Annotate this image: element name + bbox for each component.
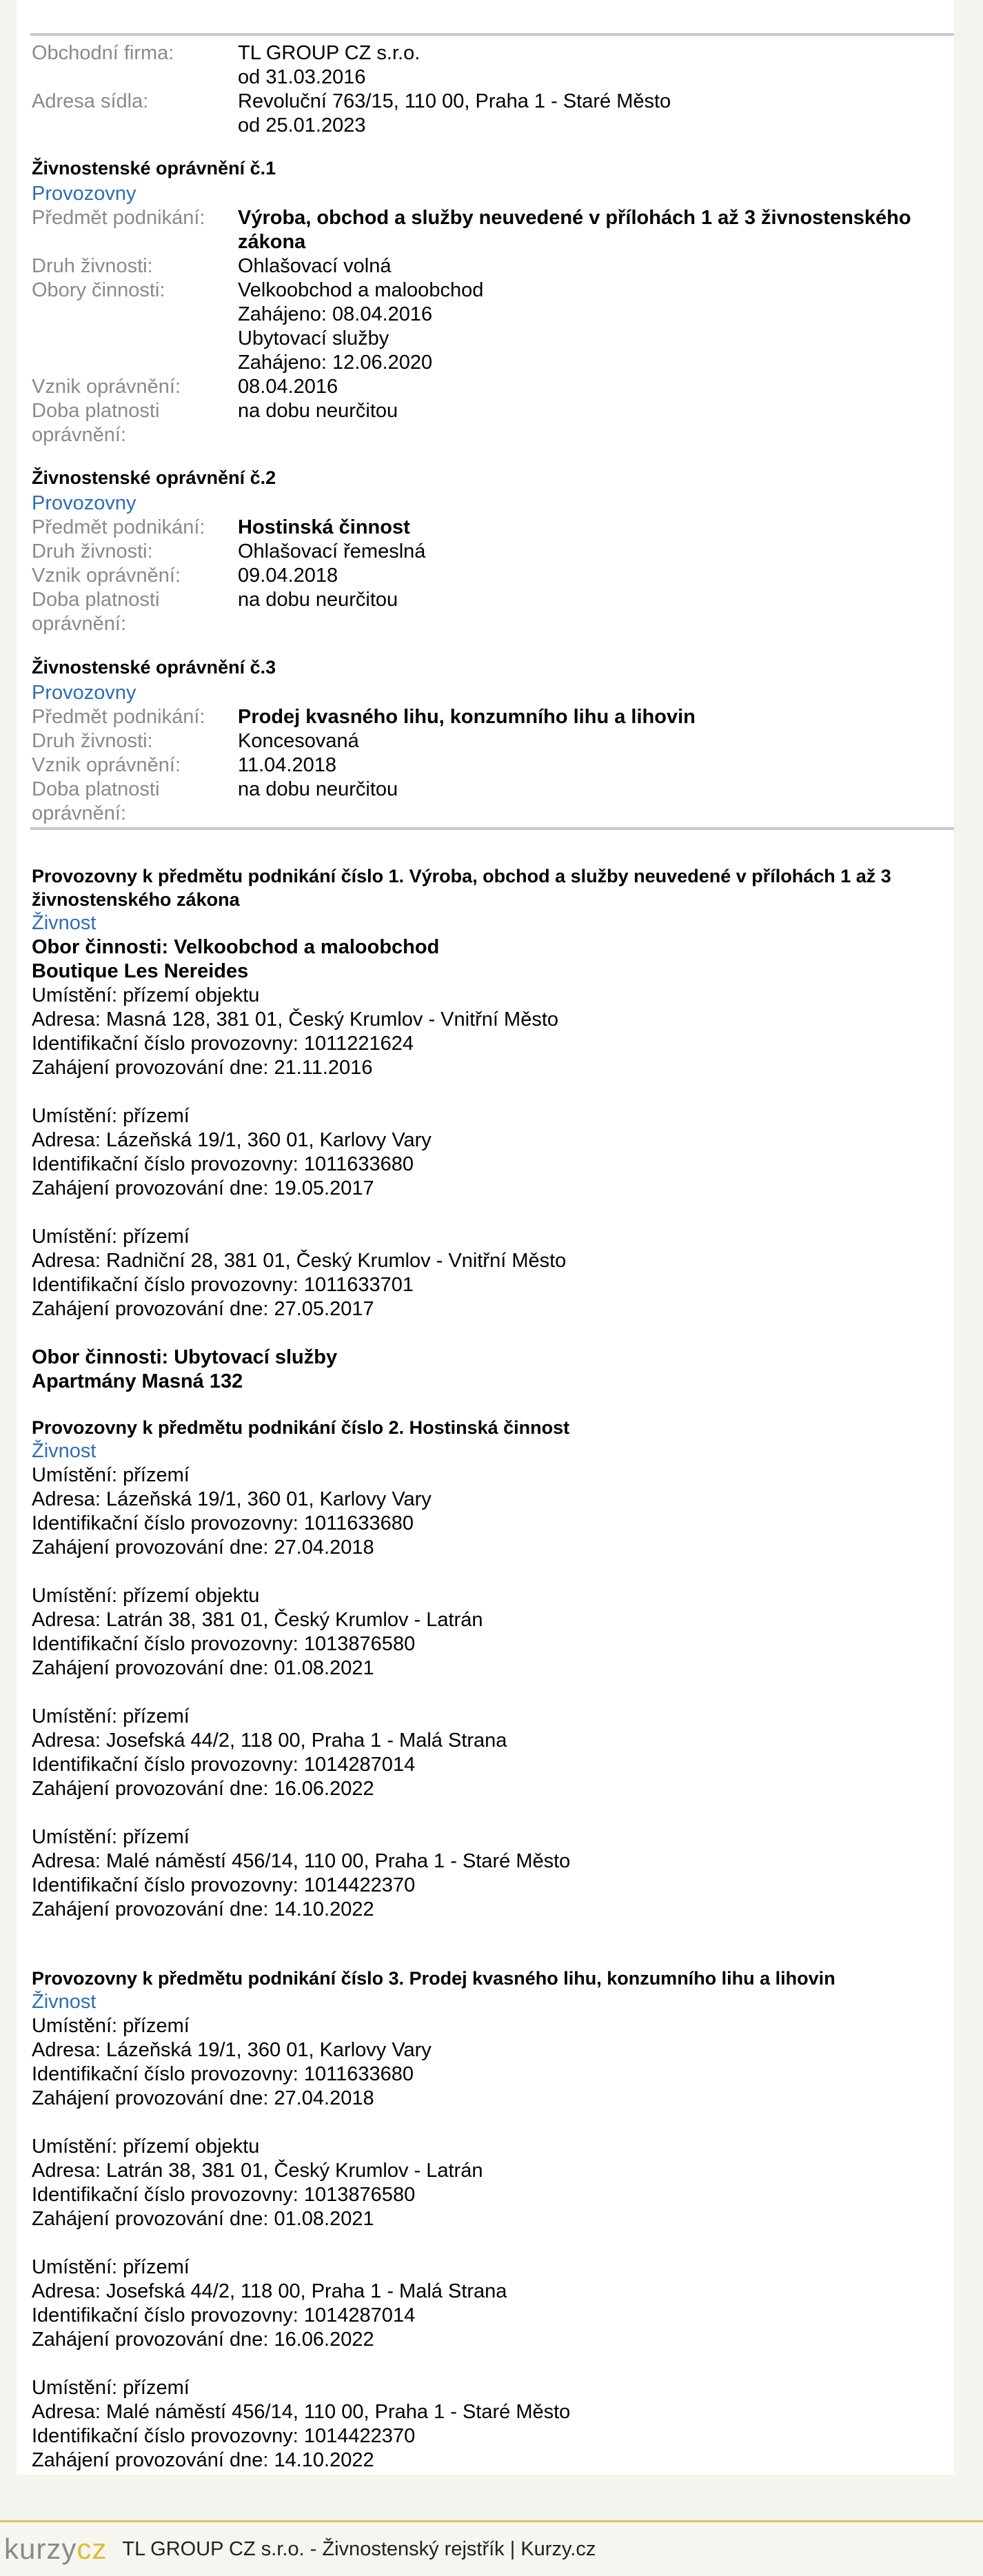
licence-2-doba: na dobu neurčitou bbox=[238, 589, 398, 611]
place-zahajeni: Zahájení provozování dne: 16.06.2022 bbox=[32, 1778, 374, 1800]
list-item bbox=[32, 2014, 942, 2111]
place-umisteni: Umístění: přízemí bbox=[32, 1464, 190, 1486]
licence-1-obor-2-start: Zahájeno: 12.06.2020 bbox=[238, 352, 433, 374]
licence-1-vznik-label: Vznik oprávnění: bbox=[32, 376, 181, 398]
provozovny-3-zivnost-link[interactable]: Živnost bbox=[32, 1991, 97, 2013]
top-divider bbox=[30, 33, 954, 36]
licence-1-doba: na dobu neurčitou bbox=[238, 400, 398, 422]
section-divider bbox=[30, 827, 954, 830]
provozovny-3-title: Provozovny k předmětu podnikání číslo 3. Prodej kvasného lihu, konzumního lihu a lihovin bbox=[32, 1968, 835, 1989]
licence-3-title: Živnostenské oprávnění č.3 bbox=[32, 657, 276, 678]
place-adresa: Adresa: Josefská 44/2, 118 00, Praha 1 - Malá Strana bbox=[32, 1730, 507, 1752]
provozovny-1-obor-a: Obor činnosti: Velkoobchod a maloobchod bbox=[32, 936, 440, 958]
licence-3-vznik-label: Vznik oprávnění: bbox=[32, 754, 181, 776]
licence-2-predmet-row bbox=[32, 516, 942, 540]
place-id: Identifikační číslo provozovny: 1011221624 bbox=[32, 1033, 414, 1055]
licence-3-druh-row bbox=[32, 729, 942, 753]
licence-1-provozovny-link[interactable]: Provozovny bbox=[32, 183, 136, 205]
company-name-row bbox=[32, 41, 942, 90]
place-adresa: Adresa: Masná 128, 381 01, Český Krumlov - Vnitřní Město bbox=[32, 1008, 559, 1031]
company-address: Revoluční 763/15, 110 00, Praha 1 - Staré Město bbox=[238, 90, 671, 112]
list-item bbox=[32, 1705, 942, 1801]
licence-2-title: Živnostenské oprávnění č.2 bbox=[32, 467, 276, 488]
place-adresa: Adresa: Lázeňská 19/1, 360 01, Karlovy Vary bbox=[32, 1129, 432, 1151]
licence-2-vznik-row bbox=[32, 564, 942, 588]
licence-3-predmet-row bbox=[32, 705, 942, 729]
licence-2-predmet: Hostinská činnost bbox=[238, 516, 410, 538]
licence-2-vznik: 09.04.2018 bbox=[238, 565, 338, 587]
place-id: Identifikační číslo provozovny: 1011633680 bbox=[32, 2063, 414, 2085]
licence-1-obor-2: Ubytovací služby bbox=[238, 327, 389, 349]
place-zahajeni: Zahájení provozování dne: 21.11.2016 bbox=[32, 1057, 373, 1079]
company-info bbox=[32, 41, 942, 138]
licence-2-druh-label: Druh živnosti: bbox=[32, 540, 153, 562]
licence-3-predmet: Prodej kvasného lihu, konzumního lihu a lihovin bbox=[238, 706, 696, 728]
licence-1-druh-label: Druh živnosti: bbox=[32, 255, 153, 277]
licence-1-doba-row bbox=[32, 399, 942, 447]
licence-3-doba-label-1: Doba platnosti bbox=[32, 778, 160, 800]
provozovny-2-title: Provozovny k předmětu podnikání číslo 2. Hostinská činnost bbox=[32, 1417, 570, 1438]
place-id: Identifikační číslo provozovny: 1013876580 bbox=[32, 2184, 416, 2206]
licence-2-predmet-label: Předmět podnikání: bbox=[32, 516, 205, 538]
place-adresa: Adresa: Lázeňská 19/1, 360 01, Karlovy Vary bbox=[32, 2039, 432, 2061]
place-umisteni: Umístění: přízemí bbox=[32, 1105, 190, 1127]
list-item bbox=[32, 1825, 942, 1922]
licence-3-provozovny-link[interactable]: Provozovny bbox=[32, 682, 136, 704]
place-umisteni: Umístění: přízemí objektu bbox=[32, 2136, 260, 2158]
place-id: Identifikační číslo provozovny: 1011633680 bbox=[32, 1512, 414, 1534]
licence-3-druh: Koncesovaná bbox=[238, 730, 359, 752]
provozovny-1-obor-b: Obor činnosti: Ubytovací služby bbox=[32, 1346, 338, 1368]
place-adresa: Adresa: Latrán 38, 381 01, Český Krumlov - Latrán bbox=[32, 2160, 483, 2182]
place-id: Identifikační číslo provozovny: 1014422370 bbox=[32, 1874, 416, 1896]
list-item bbox=[32, 1225, 942, 1321]
licence-2-vznik-label: Vznik oprávnění: bbox=[32, 565, 181, 587]
provozovny-2-zivnost-link[interactable]: Živnost bbox=[32, 1440, 97, 1462]
logo-cz-text: cz bbox=[77, 2533, 108, 2565]
licence-3-druh-label: Druh živnosti: bbox=[32, 730, 153, 752]
place-zahajeni: Zahájení provozování dne: 14.10.2022 bbox=[32, 2449, 374, 2471]
licence-3-doba: na dobu neurčitou bbox=[238, 778, 398, 800]
licence-3-vznik-row bbox=[32, 753, 942, 778]
place-umisteni: Umístění: přízemí bbox=[32, 1226, 190, 1248]
place-zahajeni: Zahájení provozování dne: 01.08.2021 bbox=[32, 1657, 374, 1679]
licence-1-obor-1: Velkoobchod a maloobchod bbox=[238, 279, 484, 301]
place-umisteni: Umístění: přízemí bbox=[32, 2256, 190, 2278]
licence-1-druh: Ohlašovací volná bbox=[238, 255, 392, 277]
provozovny-3 bbox=[32, 1967, 942, 2473]
company-name-since: od 31.03.2016 bbox=[238, 66, 366, 88]
kurzy-logo[interactable] bbox=[4, 2533, 107, 2566]
footer-text: TL GROUP CZ s.r.o. - Živnostenský rejstřík | Kurzy.cz bbox=[122, 2537, 596, 2560]
licence-1-doba-label-1: Doba platnosti bbox=[32, 400, 160, 422]
company-address-row bbox=[32, 90, 942, 138]
place-adresa: Adresa: Josefská 44/2, 118 00, Praha 1 - Malá Strana bbox=[32, 2280, 507, 2302]
list-item bbox=[32, 984, 942, 1080]
licence-2-provozovny-link[interactable]: Provozovny bbox=[32, 492, 136, 514]
place-adresa: Adresa: Latrán 38, 381 01, Český Krumlov - Latrán bbox=[32, 1609, 483, 1631]
place-umisteni: Umístění: přízemí objektu bbox=[32, 1585, 260, 1607]
place-id: Identifikační číslo provozovny: 1014287014 bbox=[32, 2304, 416, 2326]
place-zahajeni: Zahájení provozování dne: 27.05.2017 bbox=[32, 1298, 374, 1320]
licence-2-druh: Ohlašovací řemeslná bbox=[238, 540, 426, 562]
list-item bbox=[32, 2376, 942, 2473]
place-zahajeni: Zahájení provozování dne: 27.04.2018 bbox=[32, 1537, 374, 1559]
provozovny-1-obor-a-name: Boutique Les Nereides bbox=[32, 960, 249, 982]
licence-2-doba-label-1: Doba platnosti bbox=[32, 589, 160, 611]
licence-2 bbox=[32, 466, 942, 636]
licence-1-obory-label: Obory činnosti: bbox=[32, 279, 165, 301]
place-adresa: Adresa: Malé náměstí 456/14, 110 00, Praha 1 - Staré Město bbox=[32, 1850, 571, 1872]
licence-1-predmet: Výroba, obchod a služby neuvedené v přílohách 1 až 3 živnostenského zákona bbox=[238, 207, 911, 253]
place-umisteni: Umístění: přízemí bbox=[32, 2377, 190, 2399]
provozovny-1-zivnost-link[interactable]: Živnost bbox=[32, 912, 97, 934]
document-page bbox=[17, 0, 954, 2475]
place-id: Identifikační číslo provozovny: 1011633680 bbox=[32, 1153, 414, 1175]
list-item bbox=[32, 1584, 942, 1681]
licence-1-obor-1-start: Zahájeno: 08.04.2016 bbox=[238, 303, 433, 325]
place-umisteni: Umístění: přízemí bbox=[32, 1705, 190, 1727]
company-name-label: Obchodní firma: bbox=[32, 42, 174, 64]
licence-1-vznik: 08.04.2016 bbox=[238, 376, 338, 398]
place-umisteni: Umístění: přízemí bbox=[32, 1826, 190, 1848]
company-address-since: od 25.01.2023 bbox=[238, 114, 366, 136]
provozovny-1-title-line-1: Provozovny k předmětu podnikání číslo 1. Výroba, obchod a služby neuvedené v přílohách 1 až 3 bbox=[32, 866, 891, 886]
company-name: TL GROUP CZ s.r.o. bbox=[238, 42, 420, 64]
licence-1-doba-label-2: oprávnění: bbox=[32, 424, 127, 446]
page-footer bbox=[0, 2520, 983, 2576]
provozovny-1-title-line-2: živnostenského zákona bbox=[32, 889, 240, 910]
licence-1-predmet-label: Předmět podnikání: bbox=[32, 207, 205, 229]
licence-3-vznik: 11.04.2018 bbox=[238, 754, 336, 776]
licence-2-doba-label-2: oprávnění: bbox=[32, 613, 127, 635]
licence-1-druh-row bbox=[32, 254, 942, 278]
place-zahajeni: Zahájení provozování dne: 27.04.2018 bbox=[32, 2087, 374, 2109]
licence-1-title: Živnostenské oprávnění č.1 bbox=[32, 158, 276, 179]
licence-3 bbox=[32, 656, 942, 826]
list-item bbox=[32, 1104, 942, 1201]
place-id: Identifikační číslo provozovny: 1013876580 bbox=[32, 1633, 416, 1655]
place-zahajeni: Zahájení provozování dne: 14.10.2022 bbox=[32, 1898, 374, 1920]
licence-3-doba-label-2: oprávnění: bbox=[32, 802, 127, 824]
list-item bbox=[32, 2135, 942, 2231]
place-id: Identifikační číslo provozovny: 1014287014 bbox=[32, 1754, 416, 1776]
provozovny-1 bbox=[32, 864, 942, 1394]
place-id: Identifikační číslo provozovny: 1011633701 bbox=[32, 1274, 414, 1296]
company-address-label: Adresa sídla: bbox=[32, 90, 149, 112]
place-id: Identifikační číslo provozovny: 1014422370 bbox=[32, 2425, 416, 2447]
place-adresa: Adresa: Malé náměstí 456/14, 110 00, Praha 1 - Staré Město bbox=[32, 2401, 571, 2423]
licence-3-predmet-label: Předmět podnikání: bbox=[32, 706, 205, 728]
provozovny-2 bbox=[32, 1416, 942, 1922]
place-adresa: Adresa: Lázeňská 19/1, 360 01, Karlovy Vary bbox=[32, 1488, 432, 1510]
licence-3-doba-row bbox=[32, 778, 942, 826]
place-zahajeni: Zahájení provozování dne: 16.06.2022 bbox=[32, 2329, 374, 2351]
list-item bbox=[32, 1463, 942, 1560]
list-item bbox=[32, 2255, 942, 2352]
licence-1-vznik-row bbox=[32, 375, 942, 399]
licence-2-doba-row bbox=[32, 588, 942, 636]
place-zahajeni: Zahájení provozování dne: 01.08.2021 bbox=[32, 2208, 374, 2230]
licence-1-predmet-row bbox=[32, 206, 942, 254]
place-adresa: Adresa: Radniční 28, 381 01, Český Krumlov - Vnitřní Město bbox=[32, 1250, 567, 1272]
place-umisteni: Umístění: přízemí objektu bbox=[32, 984, 260, 1006]
place-zahajeni: Zahájení provozování dne: 19.05.2017 bbox=[32, 1177, 374, 1199]
licence-1-obory-row bbox=[32, 278, 942, 375]
licence-2-druh-row bbox=[32, 540, 942, 564]
licence-1 bbox=[32, 156, 942, 447]
place-umisteni: Umístění: přízemí bbox=[32, 2015, 190, 2037]
provozovny-1-obor-b-name: Apartmány Masná 132 bbox=[32, 1370, 243, 1392]
logo-kurzy-text: kurzy bbox=[4, 2533, 77, 2565]
